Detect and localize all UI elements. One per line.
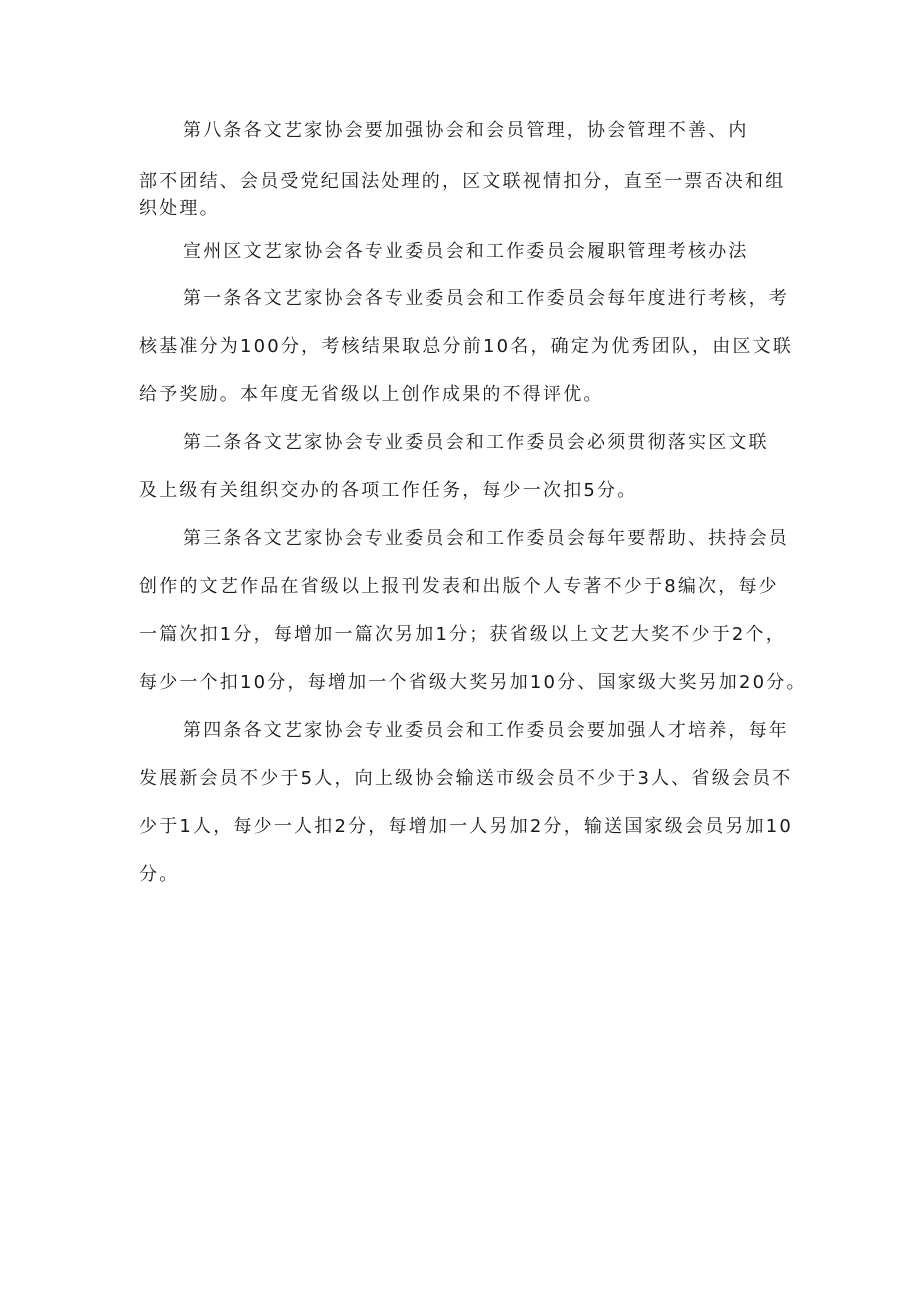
article4-line-1: 第四条各文艺家协会专业委员会和工作委员会要加强人才培养，每年 xyxy=(183,720,789,741)
article3-line-2: 创作的文艺作品在省级以上报刊发表和出版个人专著不少于8编次，每少 xyxy=(139,576,779,597)
section-title: 宣州区文艺家协会各专业委员会和工作委员会履职管理考核办法 xyxy=(183,241,749,262)
article4-line-4: 分。 xyxy=(139,864,180,885)
article1-line-3: 给予奖励。本年度无省级以上创作成果的不得评优。 xyxy=(139,384,604,405)
article2-line-2: 及上级有关组织交办的各项工作任务，每少一次扣5分。 xyxy=(139,480,638,501)
article8-line-2: 部不团结、会员受党纪国法处理的，区文联视情扣分，直至一票否决和组 xyxy=(139,171,786,192)
article3-line-4: 每少一个扣10分，每增加一个省级大奖另加10分、国家级大奖另加20分。 xyxy=(139,672,807,693)
article4-line-2: 发展新会员不少于5人，向上级协会输送市级会员不少于3人、省级会员不 xyxy=(139,768,793,789)
article8-line-1: 第八条各文艺家协会要加强协会和会员管理，协会管理不善、内 xyxy=(183,120,749,141)
article1-line-2: 核基准分为100分，考核结果取总分前10名，确定为优秀团队，由区文联 xyxy=(139,336,794,357)
article3-line-1: 第三条各文艺家协会专业委员会和工作委员会每年要帮助、扶持会员 xyxy=(183,528,789,549)
article3-line-3: 一篇次扣1分，每增加一篇次另加1分；获省级以上文艺大奖不少于2个， xyxy=(139,624,786,645)
article1-line-1: 第一条各文艺家协会各专业委员会和工作委员会每年度进行考核，考 xyxy=(183,288,789,309)
article4-line-3: 少于1人，每少一人扣2分，每增加一人另加2分，输送国家级会员另加10 xyxy=(139,816,794,837)
article2-line-1: 第二条各文艺家协会专业委员会和工作委员会必须贯彻落实区文联 xyxy=(183,432,769,453)
article8-line-3: 织处理。 xyxy=(139,198,220,219)
